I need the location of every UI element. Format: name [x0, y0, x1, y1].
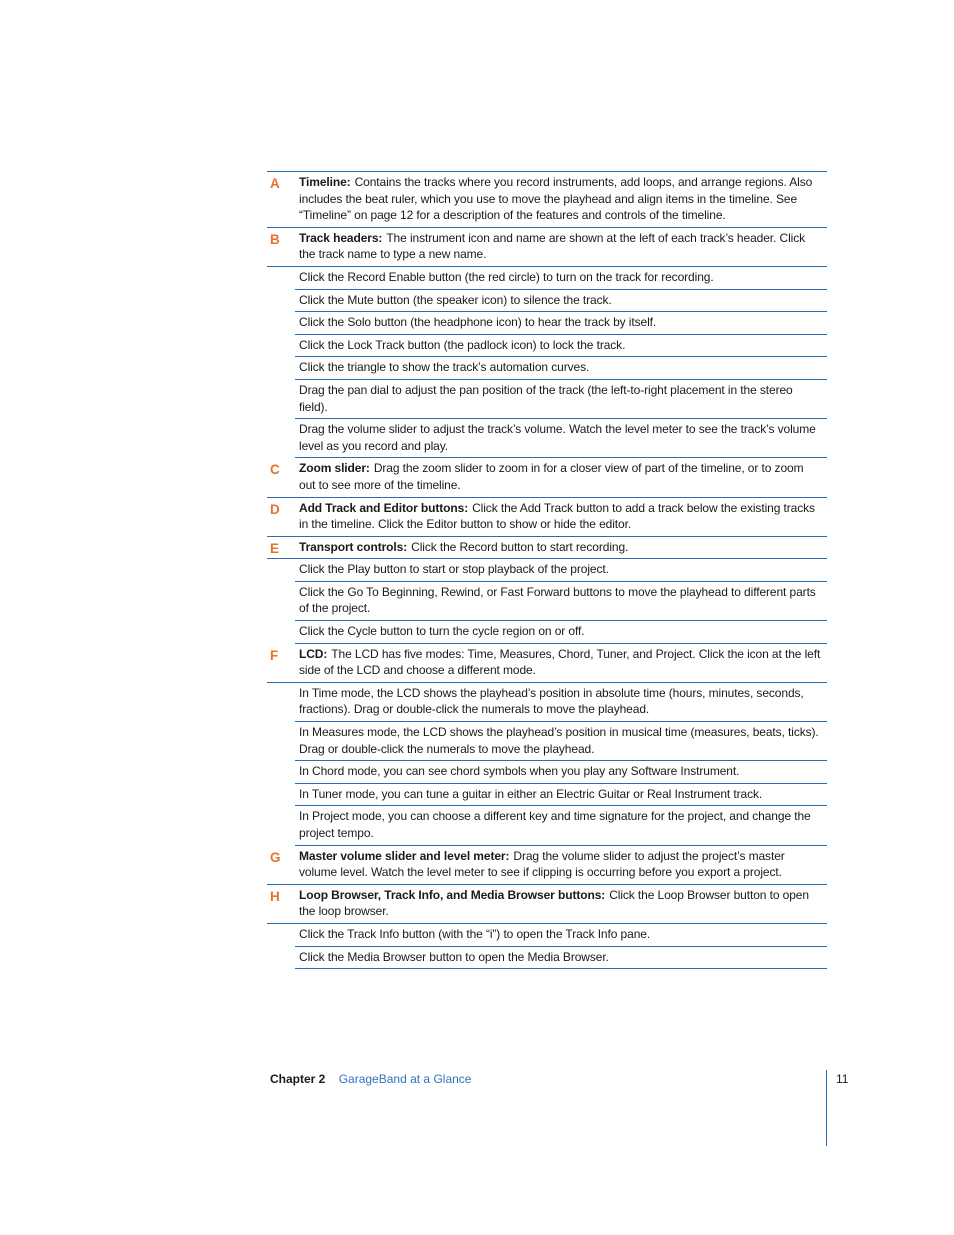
table-row: [295, 683, 827, 722]
footer-divider: [826, 1070, 827, 1146]
row-description: [295, 806, 827, 844]
callout-letter: F: [270, 647, 279, 663]
row-description: [295, 621, 827, 643]
row-term: Zoom slider:: [299, 461, 370, 476]
row-text: In Project mode, you can choose a different key and time signature for the project, and change the project tempo.: [299, 809, 811, 840]
table-row: [267, 458, 827, 497]
footer-chapter: [270, 1072, 471, 1086]
row-text: Click the Mute button (the speaker icon) to silence the track.: [299, 292, 612, 307]
row-description: [295, 335, 827, 357]
row-text: In Tuner mode, you can tune a guitar in either an Electric Guitar or Real Instrument track.: [299, 786, 763, 801]
table-row: [295, 761, 827, 784]
table-row: [295, 559, 827, 582]
callout-letter: H: [270, 888, 280, 904]
row-term: LCD:: [299, 646, 328, 661]
table-row: [295, 357, 827, 380]
table-row: [295, 924, 827, 947]
row-description: [295, 419, 827, 457]
table-row: [267, 498, 827, 537]
row-text: Click the Play button to start or stop playback of the project.: [299, 562, 609, 577]
table-row: [295, 267, 827, 290]
row-text: Drag the volume slider to adjust the track’s volume. Watch the level meter to see the track’s volume level as you record and play.: [299, 422, 816, 453]
table-row: [295, 380, 827, 419]
chapter-label: Chapter 2: [270, 1072, 326, 1086]
callout-letter: G: [270, 849, 281, 865]
row-description: [295, 267, 827, 289]
chapter-title-link[interactable]: GarageBand at a Glance: [338, 1072, 472, 1086]
row-description: [295, 559, 827, 581]
row-description: [295, 924, 827, 946]
table-row: [267, 846, 827, 885]
table-row: [267, 172, 827, 228]
row-text: Click the Loop Browser button to open the loop browser.: [299, 887, 809, 919]
row-term: Loop Browser, Track Info, and Media Browser buttons:: [299, 887, 606, 902]
row-text: Click the Go To Beginning, Rewind, or Fast Forward buttons to move the playhead to different parts of the project.: [299, 584, 816, 616]
row-text: Drag the pan dial to adjust the pan position of the track (the left-to-right placement in the stereo field).: [299, 382, 793, 414]
table-row: [267, 644, 827, 683]
row-text: Click the Track Info button (with the “i”) to open the Track Info pane.: [299, 926, 651, 941]
table-row: [295, 312, 827, 335]
table-row: [267, 537, 827, 560]
row-text: Click the Record button to start recording.: [411, 539, 629, 554]
row-term: Add Track and Editor buttons:: [299, 500, 469, 515]
row-description: [295, 458, 827, 496]
table-row: [295, 335, 827, 358]
row-text: Click the Media Browser button to open the Media Browser.: [299, 949, 609, 964]
row-text: The LCD has five modes: Time, Measures, Chord, Tuner, and Project. Click the icon at the left side of the LCD and choose a different mode.: [299, 646, 821, 678]
row-description: [295, 537, 827, 559]
row-description: [295, 357, 827, 379]
row-description: [295, 312, 827, 334]
table-row: [295, 806, 827, 845]
row-description: [295, 582, 827, 620]
row-description: [295, 784, 827, 806]
row-text: In Time mode, the LCD shows the playhead’s position in absolute time (hours, minutes, seconds, fractions). Drag or double-click the numerals to move the playhead.: [299, 685, 804, 717]
row-description: [295, 722, 827, 760]
row-text: The instrument icon and name are shown at the left of each track’s header. Click the track name to type a new name.: [299, 230, 806, 262]
row-text: Click the Cycle button to turn the cycle region on or off.: [299, 624, 585, 639]
row-text: Click the triangle to show the track’s automation curves.: [299, 360, 590, 375]
row-description: [295, 885, 827, 923]
table-row: [295, 290, 827, 313]
row-description: [295, 846, 827, 884]
row-text: Click the Lock Track button (the padlock icon) to lock the track.: [299, 337, 626, 352]
table-row: [267, 228, 827, 267]
table-row: [295, 621, 827, 644]
row-text: Drag the zoom slider to zoom in for a closer view of part of the timeline, or to zoom out to see more of the timeline.: [299, 461, 804, 492]
row-description: [295, 380, 827, 418]
row-text: Contains the tracks where you record instruments, add loops, and arrange regions. Also includes the beat ruler, which you use to move the playhead and align items in the timeline. See “Timeline” on page 12 for a description of the features and controls of the timeline.: [299, 175, 813, 223]
row-term: Master volume slider and level meter:: [299, 848, 510, 863]
row-term: Track headers:: [299, 230, 383, 245]
row-text: Click the Solo button (the headphone icon) to hear the track by itself.: [299, 315, 657, 330]
row-term: Transport controls:: [299, 539, 408, 554]
row-description: [295, 498, 827, 536]
row-description: [295, 290, 827, 312]
row-text: Click the Record Enable button (the red circle) to turn on the track for recording.: [299, 269, 714, 284]
row-description: [295, 172, 827, 227]
callout-letter: D: [270, 501, 280, 517]
table-row: [267, 885, 827, 924]
row-description: [295, 228, 827, 266]
row-text: In Chord mode, you can see chord symbols when you play any Software Instrument.: [299, 764, 740, 779]
page-number: 11: [836, 1072, 849, 1086]
row-description: [295, 947, 827, 969]
callout-letter: A: [270, 176, 280, 191]
table-row: [295, 784, 827, 807]
row-description: [295, 761, 827, 783]
row-text: Drag the volume slider to adjust the project’s master volume level. Watch the level meter to see if clipping is occurring before you export a project.: [299, 848, 785, 880]
row-term: Timeline:: [299, 175, 351, 189]
callout-letter: E: [270, 540, 280, 556]
row-description: [295, 644, 827, 682]
table-row: [295, 947, 827, 970]
row-text: In Measures mode, the LCD shows the playhead’s position in musical time (measures, beats, ticks). Drag or double-click the numerals to move the playhead.: [299, 725, 819, 756]
row-description: [295, 683, 827, 721]
row-text: Click the Add Track button to add a track below the existing tracks in the timeline. Click the Editor button to show or hide the editor.: [299, 500, 815, 532]
feature-table: [267, 171, 827, 969]
table-row: [295, 419, 827, 458]
table-row: [295, 722, 827, 761]
table-row: [295, 582, 827, 621]
callout-letter: C: [270, 462, 280, 478]
callout-letter: B: [270, 231, 280, 247]
